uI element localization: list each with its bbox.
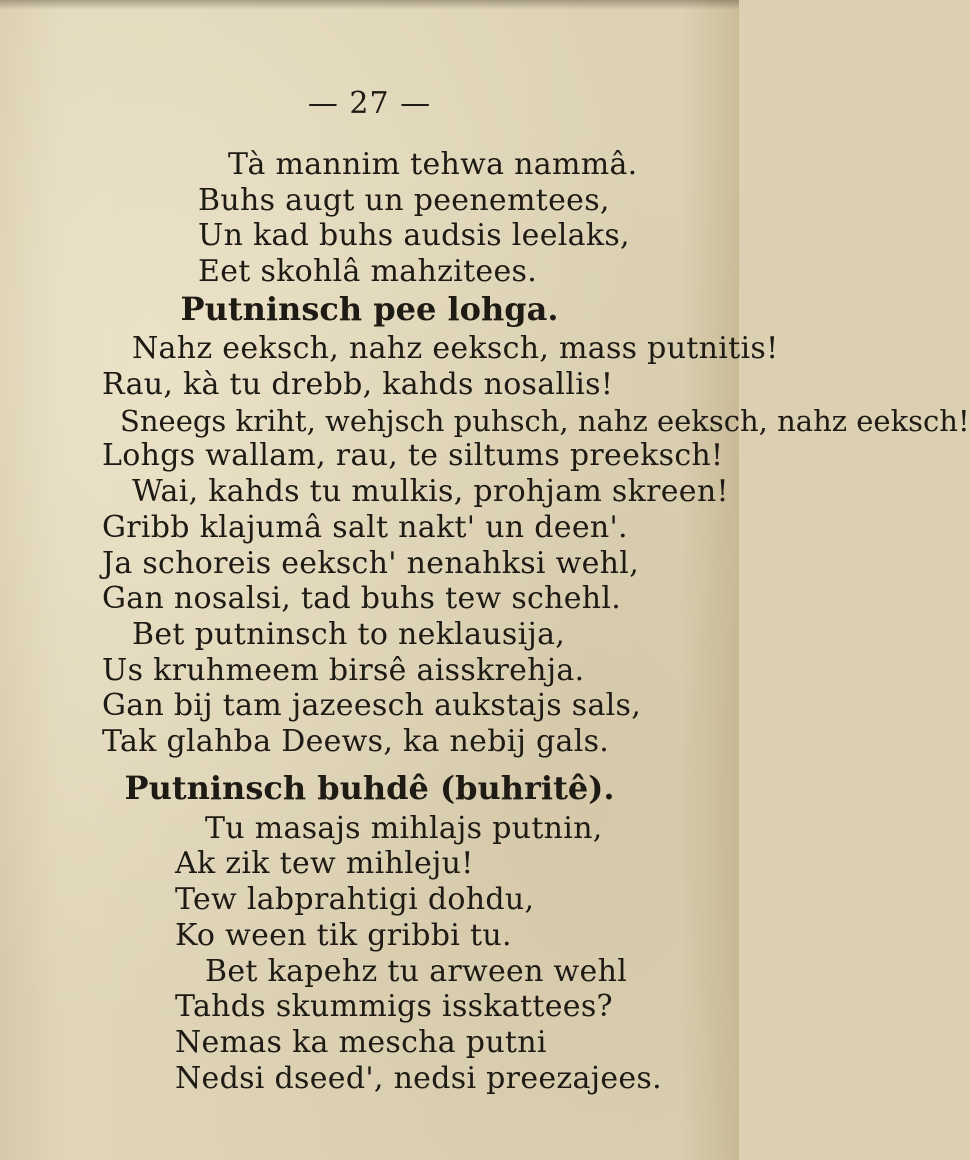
- poem3-title: Putninsch buhdê (buhritê).: [124, 769, 615, 807]
- poem2-line-12: Tak glahba Deews, ka nebij gals.: [102, 724, 610, 759]
- stanza1-line-3: Un kad buhs audsis leelaks,: [198, 218, 630, 253]
- page-edge-shadow: [0, 0, 739, 10]
- poem2-line-2: Rau, kà tu drebb, kahds nosallis!: [102, 367, 614, 402]
- stanza1-line-4: Eet skohlâ mahzitees.: [198, 254, 538, 289]
- page-number: — 27 —: [307, 86, 432, 121]
- stanza1-line-2: Buhs augt un peenemtees,: [198, 183, 610, 218]
- poem3-line-5: Bet kapehz tu arween wehl: [205, 954, 628, 989]
- poem2-line-5: Wai, kahds tu mulkis, prohjam skreen!: [132, 474, 729, 509]
- poem2-line-3: Sneegs kriht, wehjsch puhsch, nahz eeksch, nahz eeksch!: [120, 404, 970, 438]
- poem3-line-1: Tu masajs mihlajs putnin,: [205, 811, 603, 846]
- poem2-line-9: Bet putninsch to neklausija,: [132, 617, 566, 652]
- poem2-line-10: Us kruhmeem birsê aisskrehja.: [102, 653, 585, 688]
- poem3-line-6: Tahds skummigs isskattees?: [175, 989, 613, 1024]
- poem3-line-8: Nedsi dseed', nedsi preezajees.: [175, 1061, 662, 1096]
- poem2-line-4: Lohgs wallam, rau, te siltums preeksch!: [102, 438, 724, 473]
- poem3-line-7: Nemas ka mescha putni: [175, 1025, 547, 1060]
- poem2-title: Putninsch pee lohga.: [180, 290, 559, 328]
- poem3-line-4: Ko ween tik gribbi tu.: [175, 918, 512, 953]
- stanza1-line-1: Tà mannim tehwa nammâ.: [228, 147, 638, 182]
- poem3-line-2: Ak zik tew mihleju!: [175, 846, 474, 881]
- poem3-line-3: Tew labprahtigi dohdu,: [175, 882, 535, 917]
- poem2-line-11: Gan bij tam jazeesch aukstajs sals,: [102, 688, 642, 723]
- poem2-line-1: Nahz eeksch, nahz eeksch, mass putnitis!: [132, 331, 779, 366]
- poem2-line-8: Gan nosalsi, tad buhs tew schehl.: [102, 581, 622, 616]
- poem2-line-7: Ja schoreis eeksch' nenahksi wehl,: [102, 546, 640, 581]
- poem2-line-6: Gribb klajumâ salt nakt' un deen'.: [102, 510, 628, 545]
